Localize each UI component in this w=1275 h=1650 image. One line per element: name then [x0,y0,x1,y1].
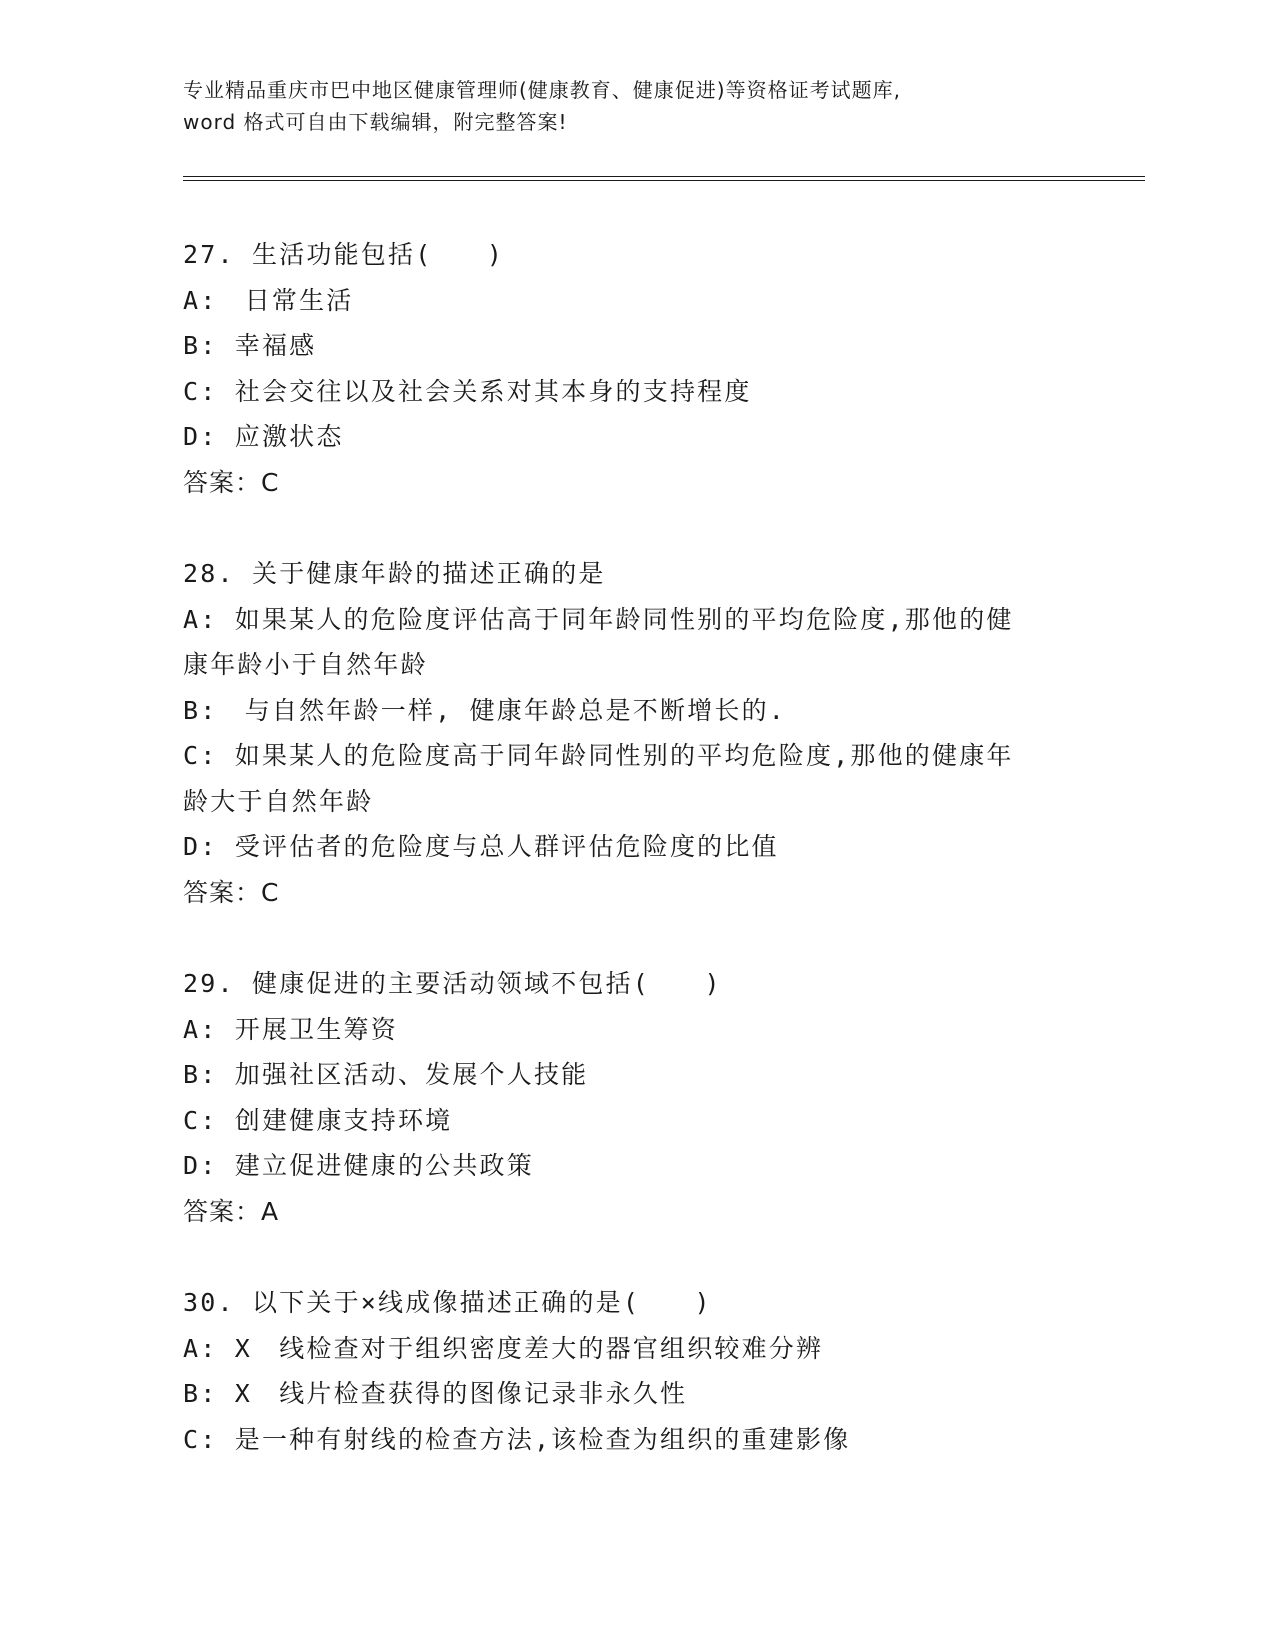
option-b: B: 与自然年龄一样, 健康年龄总是不断增长的. [183,695,787,725]
option-b: B: 幸福感 [183,331,317,360]
question-28 [183,551,1063,915]
answer-line: 答案：C [183,467,280,497]
header-divider-bottom [183,180,1145,181]
option-d: D: 受评估者的危险度与总人群评估危险度的比值 [183,832,779,861]
option-a: A: 如果某人的危险度评估高于同年龄同性别的平均危险度,那他的健 康年龄小于自然年龄 [183,604,1014,679]
question-27 [183,232,1063,505]
option-c: C: 如果某人的危险度高于同年龄同性别的平均危险度,那他的健康年 龄大于自然年龄 [183,741,1014,816]
question-stem: 30. 以下关于×线成像描述正确的是( ) [183,1288,712,1317]
question-29 [183,961,1063,1234]
option-c: C: 创建健康支持环境 [183,1105,453,1135]
question-stem: 29. 健康促进的主要活动领域不包括( ) [183,969,722,998]
question-stem: 27. 生活功能包括( ) [183,240,505,269]
option-b: B: 加强社区活动、发展个人技能 [183,1060,589,1089]
header-title-line-2: word 格式可自由下载编辑，附完整答案! [183,110,568,134]
header-title-line-1: 专业精品重庆市巴中地区健康管理师(健康教育、健康促进)等资格证考试题库, [183,78,901,102]
header-divider-top [183,176,1145,177]
question-stem: 28. 关于健康年龄的描述正确的是 [183,559,606,588]
answer-line: 答案：A [183,1196,280,1226]
option-c: C: 社会交往以及社会关系对其本身的支持程度 [183,376,752,406]
option-d: D: 应激状态 [183,422,344,451]
answer-line: 答案：C [183,877,280,907]
option-b: B: X 线片检查获得的图像记录非永久性 [183,1379,688,1408]
document-header [183,74,1063,138]
option-d: D: 建立促进健康的公共政策 [183,1151,534,1180]
option-a: A: 日常生活 [183,285,354,315]
option-a: A: 开展卫生筹资 [183,1014,398,1044]
question-30 [183,1280,1063,1462]
option-c: C: 是一种有射线的检查方法,该检查为组织的重建影像 [183,1424,851,1454]
question-list [183,232,1063,1508]
option-a: A: X 线检查对于组织密度差大的器官组织较难分辨 [183,1333,824,1363]
